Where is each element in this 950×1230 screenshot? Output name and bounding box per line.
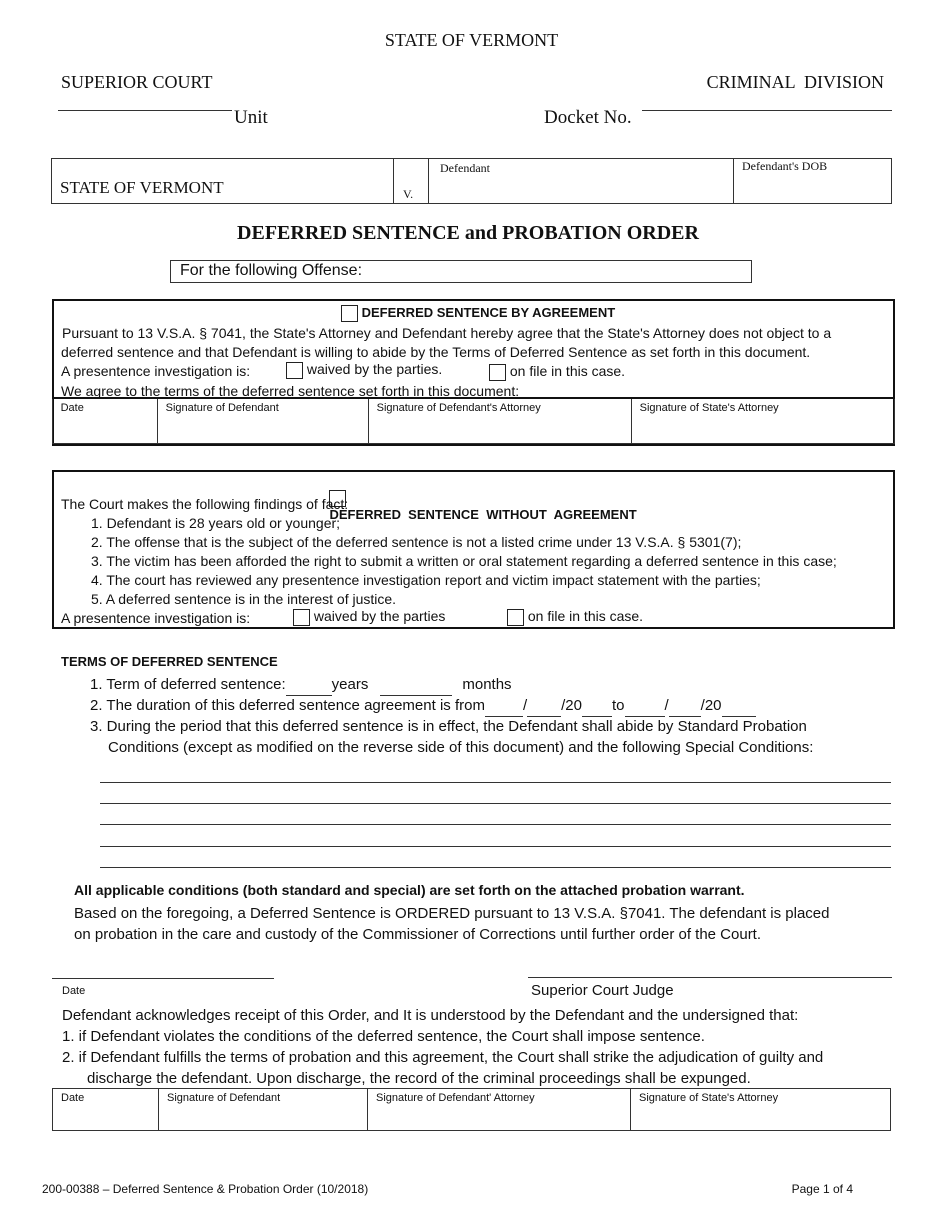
term-2-row [90, 696, 756, 717]
unit-label: Unit [234, 107, 268, 128]
ack-intro: Defendant acknowledges receipt of this Order, and It is understood by the Defendant and the undersigned that: [62, 1007, 799, 1024]
division-name: CRIMINAL DIVISION [706, 72, 884, 92]
term-to-label: to [611, 697, 625, 714]
unit-field[interactable] [58, 110, 232, 111]
conditions-bold: All applicable conditions (both standard and special) are set forth on the attached probation warrant. [74, 882, 745, 898]
term-years-label: years [331, 676, 369, 693]
agreement-heading: DEFERRED SENTENCE BY AGREEMENT [361, 305, 616, 320]
ack-signature-table [52, 1088, 891, 1131]
agreement-psi-onfile: on file in this case. [509, 363, 626, 379]
agreement-psi-waived: waived by the parties. [306, 361, 443, 377]
term-months-field[interactable] [380, 675, 452, 696]
state-heading: STATE OF VERMONT [384, 30, 559, 50]
term-years-field[interactable] [286, 675, 332, 696]
agreement-signature-table [52, 397, 895, 444]
terms-heading: TERMS OF DEFERRED SENTENCE [61, 654, 278, 669]
dob-label: Defendant's DOB [742, 159, 828, 173]
special-conditions-line-4[interactable] [100, 846, 891, 847]
finding-4: 4. The court has reviewed any presentence investigation report and victim impact statement with the parties; [91, 572, 761, 588]
form-title: DEFERRED SENTENCE and PROBATION ORDER [237, 222, 699, 244]
ack-item-2a: 2. if Defendant fulfills the terms of probation and this agreement, the Court shall strike the adjudication of guilty and [62, 1049, 824, 1066]
special-conditions-line-1[interactable] [100, 782, 891, 783]
special-conditions-line-5[interactable] [100, 867, 891, 868]
term-1-label: 1. Term of deferred sentence: [90, 676, 286, 693]
agreement-psi-label: A presentence investigation is: [61, 363, 251, 379]
agreement-sig-defendant[interactable]: Signature of Defendant [157, 398, 368, 444]
defendant-field[interactable] [428, 159, 733, 203]
term-2-label: 2. The duration of this deferred sentence agreement is from [90, 697, 485, 714]
findings-intro: The Court makes the following findings of fact: [61, 496, 349, 512]
term-to-day-field[interactable] [669, 696, 701, 717]
without-psi-waived: waived by the parties [313, 608, 446, 624]
offense-field[interactable] [170, 260, 752, 283]
ack-sig-date[interactable]: Date [53, 1089, 159, 1131]
without-psi-label: A presentence investigation is: [61, 610, 251, 626]
finding-3: 3. The victim has been afforded the right to submit a written or oral statement regarding a deferred sentence in this case; [91, 553, 837, 569]
without-heading-row [315, 475, 637, 537]
without-psi-waived-row [293, 607, 445, 626]
term-to-month-field[interactable] [625, 696, 665, 717]
ack-item-2b: discharge the defendant. Upon discharge, the record of the criminal proceedings shall be expunged. [87, 1070, 751, 1087]
term-1-row [90, 675, 512, 696]
page-number: Page 1 of 4 [791, 1182, 853, 1196]
finding-2: 2. The offense that is the subject of the deferred sentence is not a listed crime under 13 V.S.A. § 5301(7); [91, 534, 742, 550]
versus-cell [393, 159, 429, 203]
ack-sig-defense-attorney[interactable]: Signature of Defendant' Attorney [368, 1089, 631, 1131]
caption-box [51, 158, 892, 204]
dob-field[interactable] [733, 159, 892, 203]
plaintiff-name: STATE OF VERMONT [60, 178, 224, 197]
agreement-psi-onfile-checkbox[interactable] [489, 364, 506, 381]
ack-item-1: 1. if Defendant violates the conditions of the deferred sentence, the Court shall impose sentence. [62, 1028, 705, 1045]
term-from-month-field[interactable] [485, 696, 523, 717]
versus-label: V. [403, 187, 414, 201]
conditions-line-2: on probation in the care and custody of the Commissioner of Corrections until further order of the Court. [74, 926, 762, 943]
agreement-sig-defense-attorney[interactable]: Signature of Defendant's Attorney [368, 398, 631, 444]
court-name: SUPERIOR COURT [61, 72, 213, 92]
agreement-para-2: deferred sentence and that Defendant is willing to abide by the Terms of Deferred Sentence as set forth in this document. [61, 344, 811, 360]
conditions-line-1: Based on the foregoing, a Deferred Sentence is ORDERED pursuant to 13 V.S.A. §7041. The defendant is placed [74, 905, 830, 922]
docket-label: Docket No. [544, 107, 632, 128]
without-heading: DEFERRED SENTENCE WITHOUT AGREEMENT [329, 507, 637, 523]
term-3-line-2: Conditions (except as modified on the reverse side of this document) and the following Special Conditions: [108, 739, 814, 756]
docket-field[interactable] [642, 110, 892, 111]
term-from-year-field[interactable] [582, 696, 612, 717]
without-agreement-section [52, 470, 895, 629]
term-months-label: months [462, 676, 512, 693]
agreement-psi-waived-checkbox[interactable] [286, 362, 303, 379]
agreement-sig-date[interactable]: Date [52, 398, 157, 444]
term-3-line-1: 3. During the period that this deferred sentence is in effect, the Defendant shall abide by Standard Probation [90, 718, 807, 735]
finding-1: 1. Defendant is 28 years old or younger; [91, 515, 341, 531]
term-to-slash: / [664, 697, 669, 714]
agreement-psi-waived-row [286, 360, 442, 379]
judge-label: Superior Court Judge [531, 982, 674, 999]
form-number: 200-00388 – Deferred Sentence & Probation Order (10/2018) [42, 1182, 369, 1196]
term-to-century: /20 [700, 697, 722, 714]
without-psi-waived-checkbox[interactable] [293, 609, 310, 626]
agreement-heading-row [341, 305, 615, 322]
special-conditions-line-2[interactable] [100, 803, 891, 804]
agreement-psi-onfile-row [489, 362, 625, 381]
term-from-day-field[interactable] [527, 696, 561, 717]
defendant-label: Defendant [440, 161, 490, 175]
without-psi-onfile-checkbox[interactable] [507, 609, 524, 626]
agreement-checkbox[interactable] [341, 305, 358, 322]
judge-date-label: Date [62, 985, 86, 997]
agreement-terms-line: We agree to the terms of the deferred sentence set forth in this document: [61, 383, 520, 399]
judge-signature-field[interactable] [528, 977, 892, 978]
term-from-century: /20 [561, 697, 582, 714]
term-from-slash: / [522, 697, 528, 714]
agreement-sig-state-attorney[interactable]: Signature of State's Attorney [631, 398, 894, 444]
finding-5: 5. A deferred sentence is in the interest of justice. [91, 591, 397, 607]
special-conditions-line-3[interactable] [100, 824, 891, 825]
ack-sig-state-attorney[interactable]: Signature of State's Attorney [631, 1089, 891, 1131]
judge-date-field[interactable] [52, 978, 274, 979]
agreement-section [52, 299, 895, 446]
offense-label: For the following Offense: [180, 262, 363, 279]
without-psi-onfile-row [507, 607, 643, 626]
term-to-year-field[interactable] [722, 696, 756, 717]
without-psi-onfile: on file in this case. [527, 608, 644, 624]
ack-sig-defendant[interactable]: Signature of Defendant [159, 1089, 368, 1131]
agreement-para-1: Pursuant to 13 V.S.A. § 7041, the State's Attorney and Defendant hereby agree that the State's Attorney does not object to a [62, 325, 832, 341]
